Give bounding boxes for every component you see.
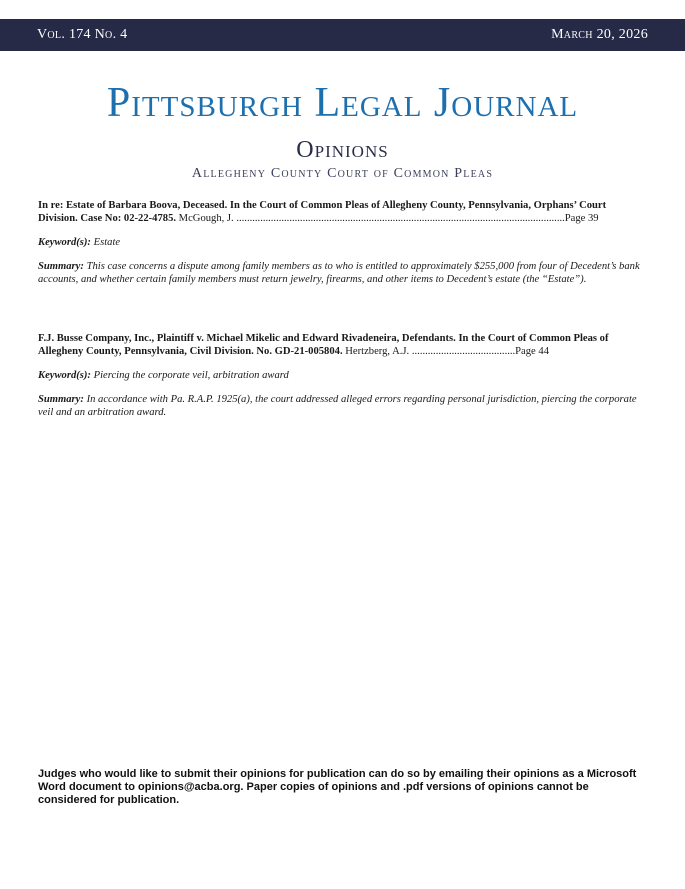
case-entry: [38, 199, 648, 286]
case-judge: McGough, J.: [178, 213, 234, 224]
issue-date: March 20, 2026: [551, 27, 648, 42]
summary-label: Summary:: [38, 394, 84, 405]
summary: [38, 393, 648, 419]
page-reference[interactable]: Page 39: [564, 213, 599, 224]
keyword-label: Keyword(s):: [38, 370, 91, 381]
summary: [38, 260, 648, 286]
section-title: Opinions: [296, 137, 389, 163]
case-entry: [38, 332, 648, 419]
dot-leader: ............................................................................................................................: [233, 213, 565, 224]
header-bar: [0, 19, 685, 51]
case-list: [38, 199, 648, 419]
case-heading: [38, 199, 648, 225]
journal-title: Pittsburgh Legal Journal: [106, 80, 579, 126]
page-reference[interactable]: Page 44: [515, 346, 549, 357]
summary-text: In accordance with Pa. R.A.P. 1925(a), the court addressed alleged errors regarding personal jurisdiction, piercing the corporate veil and an arbitration award.: [38, 394, 637, 418]
keyword-label: Keyword(s):: [38, 237, 91, 248]
submission-note: Judges who would like to submit their opinions for publication can do so by emailing their opinions as a Microsoft Word document to opinions@acba.org. Paper copies of opinions and .pdf versions of opinions cannot be considered for publication.: [38, 768, 637, 806]
case-title: F.J. Busse Company, Inc., Plaintiff v. Michael Mikelic and Edward Rivadeneira, Defendants. In the Court of Common Pleas of Allegheny County, Pennsylvania, Civil Division. No. GD-21-005804.: [38, 333, 609, 357]
court-name: Allegheny County Court of Common Pleas: [191, 166, 494, 181]
keywords: [38, 236, 648, 249]
dot-leader: .......................................: [409, 346, 516, 357]
keywords: [38, 369, 648, 382]
case-judge: Hertzberg, A.J.: [345, 346, 410, 357]
summary-text: This case concerns a dispute among family members as to who is entitled to approximately $255,000 from four of Decedent’s bank accounts, and whether certain family members must return jewelry, firearms, and other items to Decedent’s estate (the “Estate”).: [38, 261, 640, 285]
case-heading: [38, 332, 648, 358]
volume-number: Vol. 174 No. 4: [37, 27, 128, 42]
case-title: In re: Estate of Barbara Boova, Deceased. In the Court of Common Pleas of Allegheny County, Pennsylvania, Orphans’ Court Division. Case No: 02-22-4785.: [38, 200, 607, 224]
keyword-values: Estate: [93, 237, 121, 248]
summary-label: Summary:: [38, 261, 84, 272]
keyword-values: Piercing the corporate veil, arbitration award: [93, 370, 289, 381]
